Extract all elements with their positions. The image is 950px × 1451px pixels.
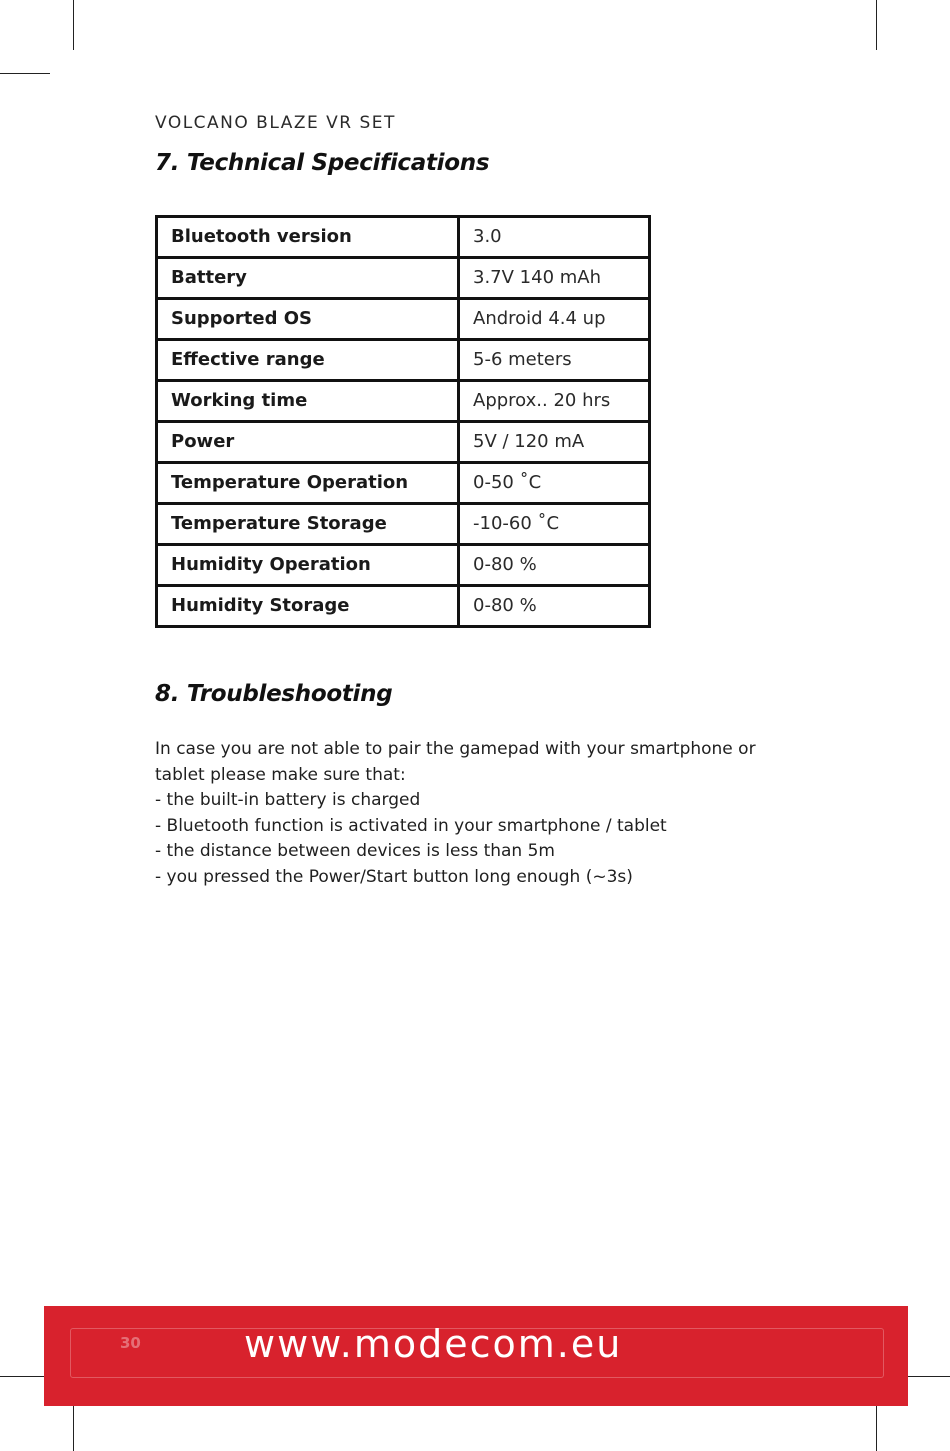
spec-label: Supported OS bbox=[157, 299, 459, 340]
crop-mark bbox=[0, 1376, 50, 1377]
crop-mark bbox=[73, 0, 74, 50]
table-row bbox=[157, 422, 650, 463]
crop-mark bbox=[73, 1400, 74, 1451]
table-row bbox=[157, 217, 650, 258]
spec-label: Power bbox=[157, 422, 459, 463]
specifications-title: 7. Technical Specifications bbox=[155, 150, 490, 176]
footer-url: www.modecom.eu bbox=[244, 1322, 623, 1366]
troubleshooting-line: - the built-in battery is charged bbox=[155, 790, 421, 810]
table-row bbox=[157, 340, 650, 381]
spec-label: Battery bbox=[157, 258, 459, 299]
troubleshooting-line: In case you are not able to pair the gamepad with your smartphone or bbox=[155, 739, 756, 759]
spec-label: Humidity Storage bbox=[157, 586, 459, 627]
spec-label: Humidity Operation bbox=[157, 545, 459, 586]
table-row bbox=[157, 504, 650, 545]
spec-value: 5V / 120 mA bbox=[459, 422, 650, 463]
spec-value: 0-80 % bbox=[459, 545, 650, 586]
troubleshooting-line: - Bluetooth function is activated in your smartphone / tablet bbox=[155, 815, 667, 836]
spec-value: 3.0 bbox=[459, 217, 650, 258]
spec-label: Temperature Storage bbox=[157, 504, 459, 545]
crop-mark bbox=[876, 0, 877, 50]
page-number: 30 bbox=[120, 1334, 141, 1352]
crop-mark bbox=[0, 73, 50, 74]
table-row bbox=[157, 586, 650, 627]
troubleshooting-line: tablet please make sure that: bbox=[155, 764, 406, 785]
footer-band bbox=[44, 1306, 908, 1406]
spec-value: Approx.. 20 hrs bbox=[459, 381, 650, 422]
troubleshooting-text bbox=[155, 737, 795, 890]
troubleshooting-line: - the distance between devices is less than 5m bbox=[155, 841, 555, 861]
table-row bbox=[157, 258, 650, 299]
spec-value: 0-80 % bbox=[459, 586, 650, 627]
spec-value: Android 4.4 up bbox=[459, 299, 650, 340]
troubleshooting-title: 8. Troubleshooting bbox=[155, 681, 393, 707]
table-row bbox=[157, 381, 650, 422]
spec-label: Effective range bbox=[157, 340, 459, 381]
spec-value: 3.7V 140 mAh bbox=[459, 258, 650, 299]
table-row bbox=[157, 463, 650, 504]
troubleshooting-line: - you pressed the Power/Start button long enough (~3s) bbox=[155, 866, 633, 887]
spec-value: 5-6 meters bbox=[459, 340, 650, 381]
table-row bbox=[157, 299, 650, 340]
spec-value: 0-50 ˚C bbox=[459, 463, 650, 504]
spec-value: -10-60 ˚C bbox=[459, 504, 650, 545]
document-header: VOLCANO BLAZE VR SET bbox=[155, 113, 396, 133]
specifications-table bbox=[155, 215, 651, 628]
spec-label: Bluetooth version bbox=[157, 217, 459, 258]
spec-label: Working time bbox=[157, 381, 459, 422]
table-row bbox=[157, 545, 650, 586]
spec-label: Temperature Operation bbox=[157, 463, 459, 504]
crop-mark bbox=[876, 1400, 877, 1451]
